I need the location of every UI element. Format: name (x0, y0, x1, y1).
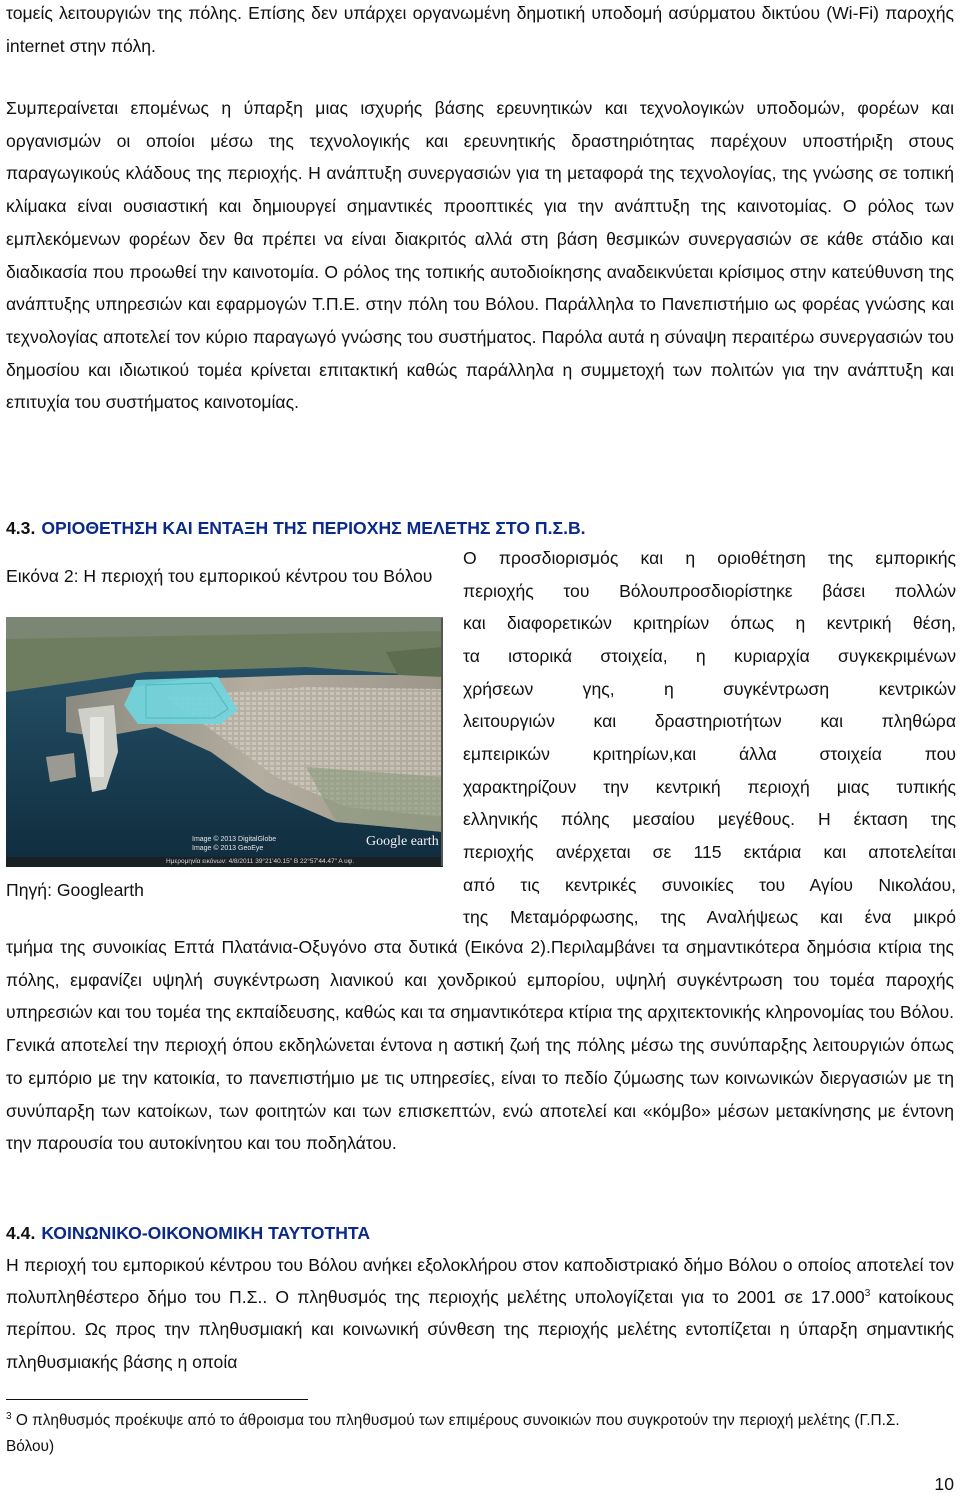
status-text: Ημερομηνία εικόνων: 4/8/2011 39°21'40.15" Β 22°57'44.47" Α υψ. (166, 858, 355, 865)
status-strip (6, 857, 443, 867)
satellite-image (6, 617, 443, 867)
side-line: χαρακτηρίζουν την κεντρική περιοχή μιας τυπικής (463, 776, 956, 797)
paragraph-continuation: τμήμα της συνοικίας Επτά Πλατάνια-Οξυγόνο στα δυτικά (Εικόνα 2).Περιλαμβάνει τα σημαντικότερα δημόσια κτίρια της πόλης, εμφανίζει υψηλή συγκέντρωση λιανικού και χονδρικού εμπορίου, υψηλή συγκέντρωση του τομέα παροχής υπηρεσιών και του τομέα της εκπαίδευσης, καθώς και τα σημαντικότερα κτίρια της αρχιτεκτονικής κληρονομίας του Βόλου. Γενικά αποτελεί την περιοχή όπου εκδηλώνεται έντονα η αστική ζωή της πόλης μέσω της συνύπαρξης λειτουργιών όπως το εμπόριο με την κατοικία, το πανεπιστήμιο με τις υπηρεσίες, είναι το πεδίο ζύμωσης των κοινωνικών διεργασιών με τη συνύπαρξη των κατοίκων, των φοιτητών και των επισκεπτών, ενώ αποτελεί και «κόμβο» μέσων μετακίνησης με έντονη την παρουσία του αυτοκίνητου και του ποδηλάτου. (6, 937, 954, 1154)
side-line: περιοχής του Βόλουπροσδιορίστηκε βάσει πολλών (463, 580, 956, 601)
copyright-line-1: Image © 2013 DigitalGlobe (192, 836, 277, 843)
footnote-separator (6, 1399, 308, 1400)
section-title: ΚΟΙΝΩΝΙΚΟ-ΟΙΚΟΝΟΜΙΚΗ ΤΑΥΤΟΤΗΤΑ (41, 1223, 371, 1243)
side-line: από τις κεντρικές συνοικίες του Αγίου Νικολάου, (463, 874, 956, 895)
section-heading-4-4 (6, 1223, 370, 1244)
section-heading-4-3 (6, 518, 586, 539)
image-copyright (192, 835, 276, 853)
page-number: 10 (934, 1474, 954, 1494)
side-line: περιοχής ανέρχεται σε 115 εκτάρια και αποτελείται (463, 841, 956, 862)
paragraph-socioeconomic (6, 1249, 954, 1378)
footnote-reference: 3 (864, 1288, 871, 1300)
paragraph-text: κατοίκους περίπου. Ως προς την πληθυσμιακή και κοινωνική σύνθεση της περιοχής μελέτης εντοπίζεται η ύπαρξη σημαντικής πληθυσμιακής βάσης η οποία (6, 1287, 954, 1372)
section-number: 4.4. (6, 1223, 36, 1243)
side-line: και διαφορετικών κριτηρίων όπως η κεντρική θέση, (463, 613, 956, 634)
section-title: ΟΡΙΟΘΕΤΗΣΗ ΚΑΙ ΕΝΤΑΞΗ ΤΗΣ ΠΕΡΙΟΧΗΣ ΜΕΛΕΤΗΣ ΣΤΟ Π.Σ.Β. (41, 518, 586, 538)
footnote (6, 1408, 946, 1460)
figure-border (441, 618, 443, 866)
paragraph-summary: Συμπεραίνεται επομένως η ύπαρξη μιας ισχυρής βάσης ερευνητικών και τεχνολογικών υποδομών, φορέων και οργανισμών οι οποίοι μέσω της τεχνολογικής και ερευνητικής δραστηριότητας παρέχουν υποστήριξη στους παραγωγικούς κλάδους της περιοχής. Η ανάπτυξη συνεργασιών για τη μεταφορά της τεχνολογίας, της γνώσης σε τοπική κλίμακα είναι ουσιαστική και δημιουργεί σημαντικές προοπτικές για την ανάπτυξη της καινοτομίας. Ο ρόλος των εμπλεκόμενων φορέων δεν θα πρέπει να είναι διακριτός αλλά στη βάση θεσμικών συνεργασιών σε κάθε στάδιο και διαδικασία που προωθεί την καινοτομία. Ο ρόλος της τοπικής αυτοδιοίκησης αναδεικνύεται κρίσιμος στην κατεύθυνση της ανάπτυξης υπηρεσιών και εφαρμογών Τ.Π.Ε. στην πόλη του Βόλου. Παράλληλα το Πανεπιστήμιο ως φορέας γνώσης και τεχνολογίας αποτελεί τον κύριο παραγωγό γνώσης του συστήματος. Παρόλα αυτά η σύναψη περαιτέρω συνεργασιών του δημοσίου και ιδιωτικού τομέα κρίνεται επιτακτική καθώς παράλληλα η συμμετοχή των πολιτών για την ανάπτυξη και επιτυχία του συστήματος καινοτομίας. (6, 98, 954, 413)
footnote-text: Ο πληθυσμός προέκυψε από το άθροισμα του πληθυσμού των επιμέρους συνοικιών που συγκροτούν την περιοχή μελέτης (Γ.Π.Σ. Βόλου) (6, 1412, 900, 1455)
copyright-line-2: Image © 2013 GeoEye (192, 845, 264, 852)
side-line: τα ιστορικά στοιχεία, η κυριαρχία συγκεκριμένων (463, 645, 956, 666)
footnote-marker: 3 (6, 1410, 12, 1422)
figure-caption: Εικόνα 2: Η περιοχή του εμπορικού κέντρου του Βόλου (6, 566, 433, 586)
section-number: 4.3. (6, 518, 36, 538)
google-earth-logo: Google earth (366, 834, 439, 849)
side-line: Ο προσδιορισμός και η οριοθέτηση της εμπορικής (463, 548, 956, 568)
side-line: χρήσεων γης, η συγκέντρωση κεντρικών (463, 678, 956, 699)
paragraph-intro: τομείς λειτουργιών της πόλης. Επίσης δεν υπάρχει οργανωμένη δημοτική υποδομή ασύρματου δικτύου (Wi-Fi) παροχής internet στην πόλη. (6, 3, 954, 56)
map-graphic (6, 617, 443, 867)
side-line: ελληνικής πόλης μεσαίου μεγέθους. Η έκταση της (463, 809, 956, 830)
side-line: λειτουργιών και δραστηριοτήτων και πληθώρα (463, 711, 956, 732)
figure-source: Πηγή: Googlearth (6, 880, 144, 900)
side-line: εμπειρικών κριτηρίων,και άλλα στοιχεία που (463, 743, 956, 764)
side-line: της Μεταμόρφωσης, της Αναλήψεως και ένα μικρό (463, 907, 956, 928)
paragraph-text: Η περιοχή του εμπορικού κέντρου του Βόλου ανήκει εξολοκλήρου στον καποδιστριακό δήμο Βόλου ο οποίος αποτελεί τον πολυπληθέστερο δήμο του Π.Σ.. Ο πληθυσμός της περιοχής μελέτης υπολογίζεται για το 2001 σε 17.000 (6, 1255, 954, 1308)
side-paragraph (463, 542, 956, 934)
